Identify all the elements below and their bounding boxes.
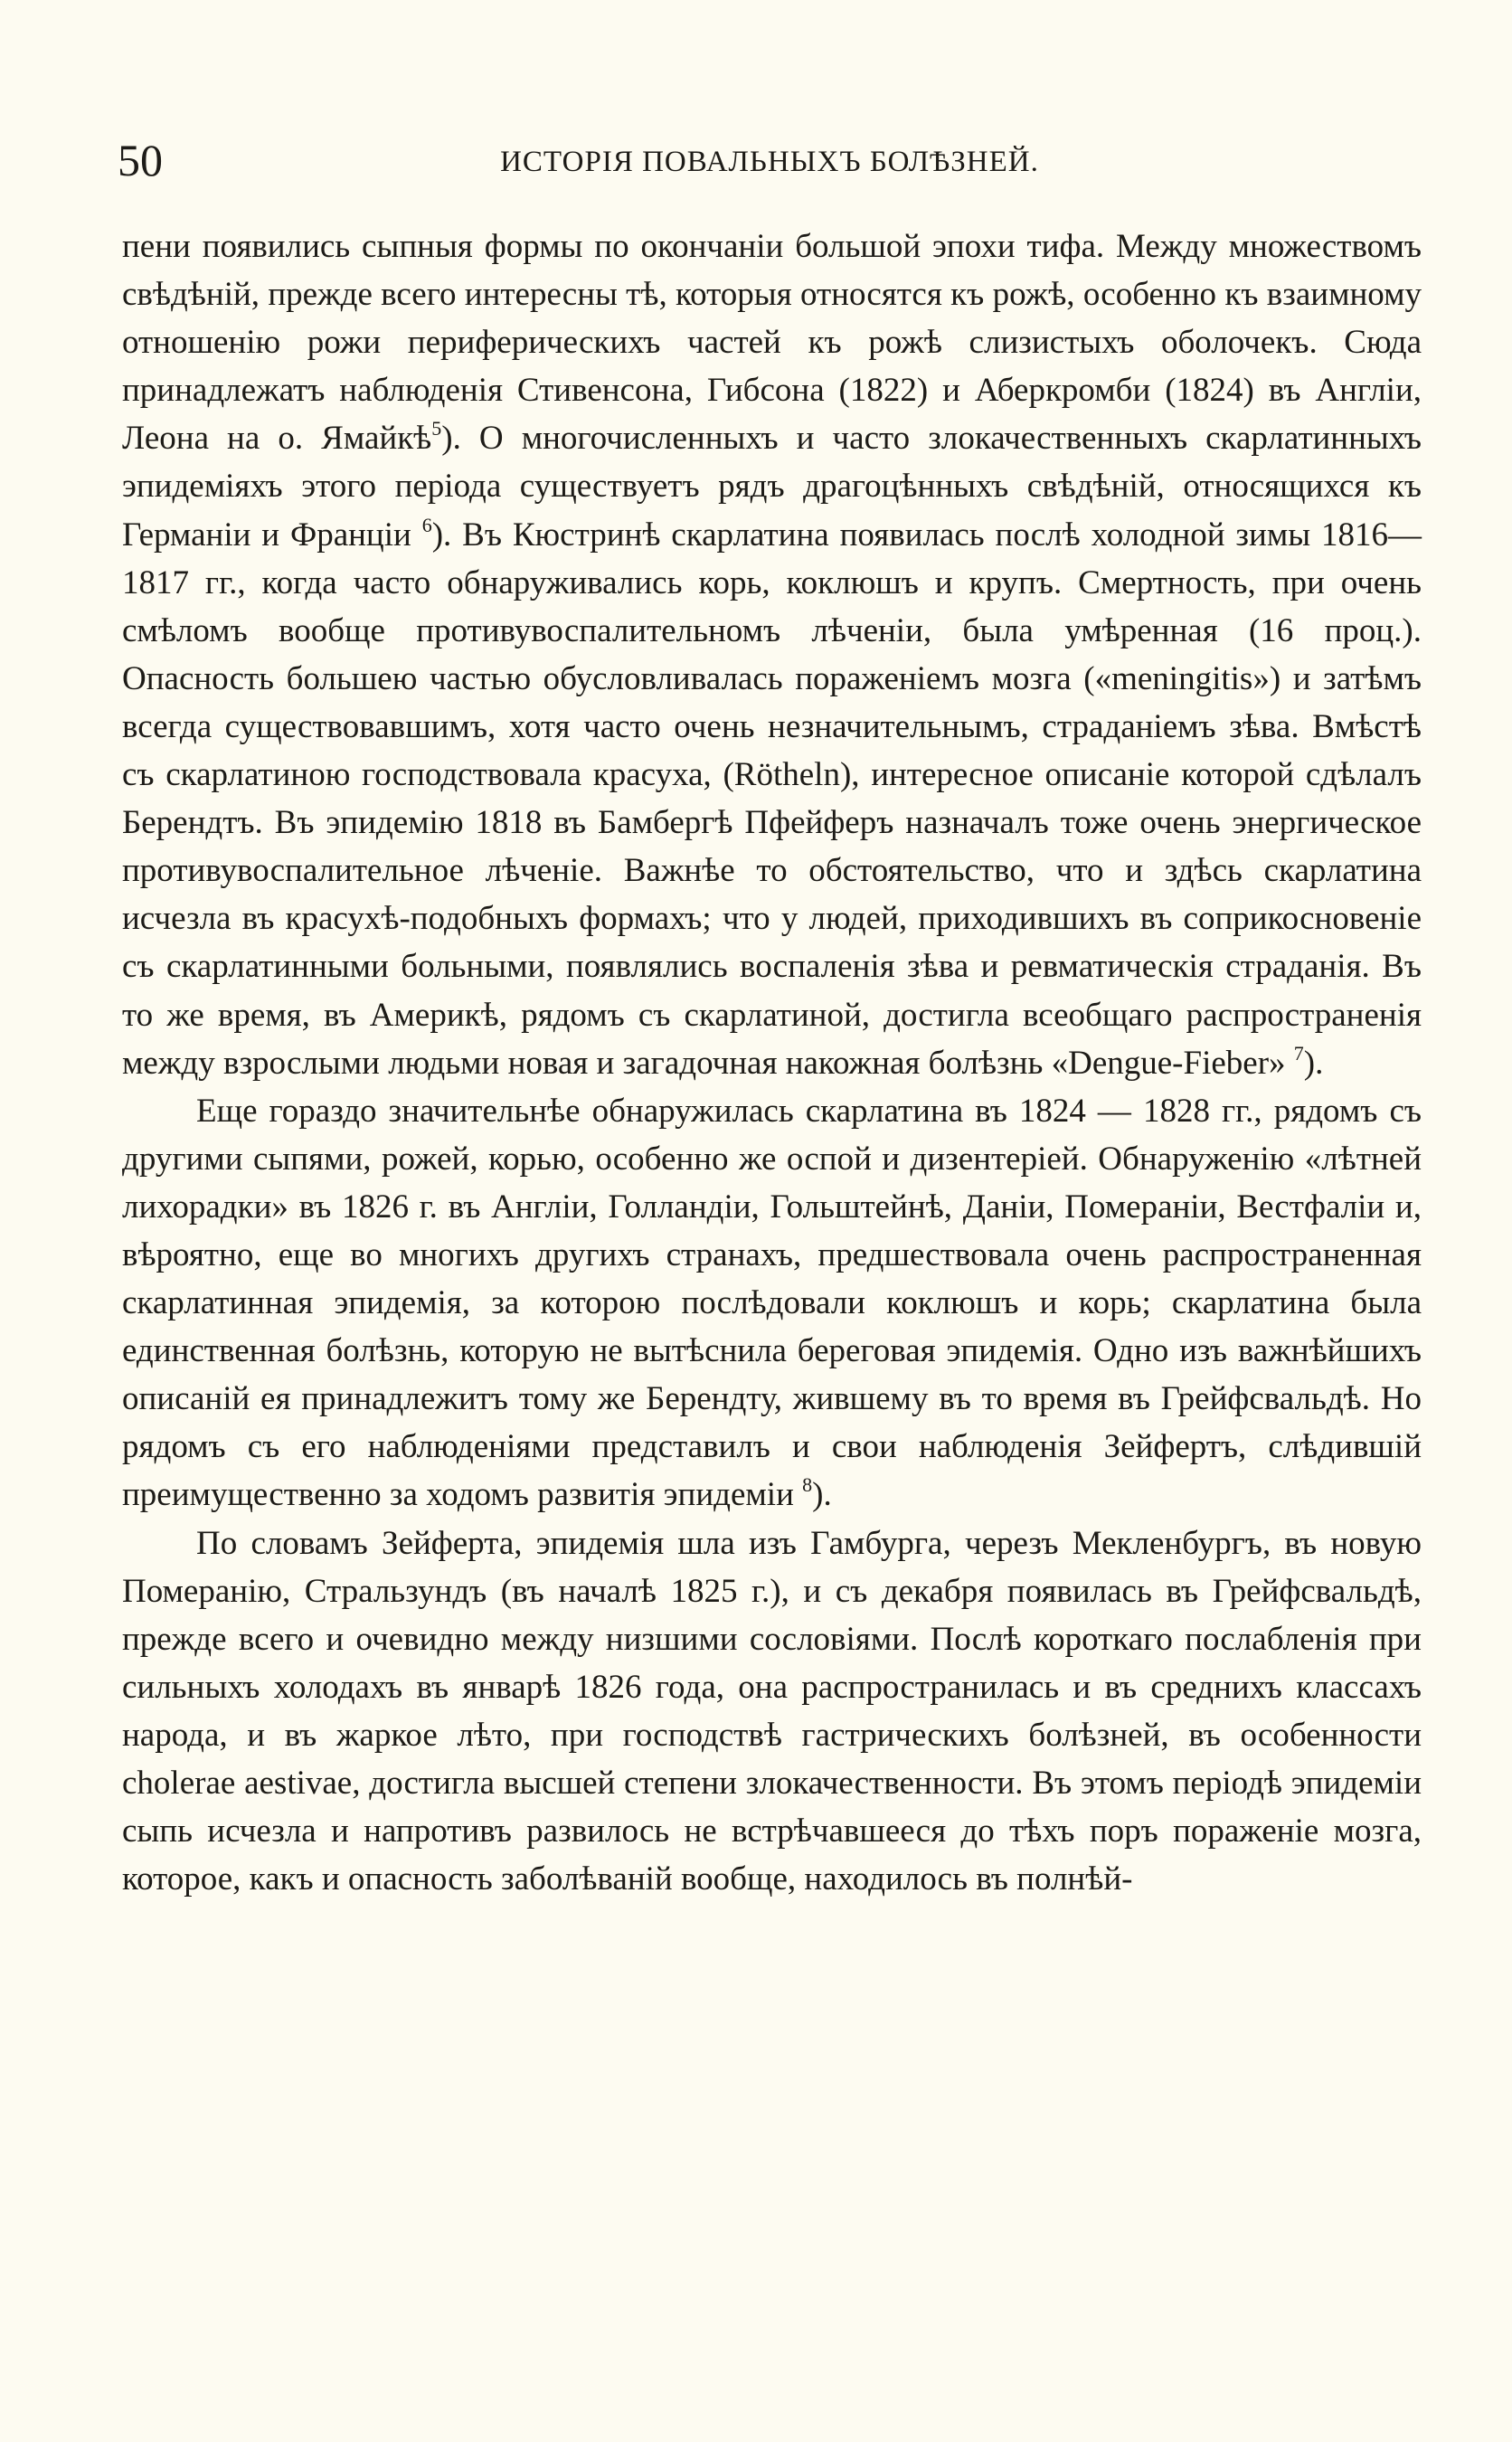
text-segment: По словамъ Зейферта, эпидемія шла изъ Гамбурга, черезъ Мекленбургъ, въ новую Померанію, Стральзундъ (въ началѣ 1825 г.), и съ декабря появилась въ Грейфсвальдѣ, прежде всего и очевидно между низшими сословіями. Послѣ короткаго послабленія при сильныхъ холодахъ въ январѣ 1826 года, она распространилась и въ среднихъ классахъ народа, и въ жаркое лѣто, при господствѣ гастрическихъ болѣзней, въ особенности cholerae aestivae, достигла высшей степени злокачественности. Въ этомъ періодѣ эпидеміи сыпь исчезла и напротивъ развилось не встрѣчавшееся до тѣхъ поръ пораженіе мозга, которое, какъ и опасность заболѣваній вообще, находилось въ полнѣй-	[122, 1524, 1422, 1898]
running-title: ИСТОРІЯ ПОВАЛЬНЫХЪ БОЛѢЗНЕЙ.	[500, 146, 1039, 178]
footnote-ref: 6	[421, 513, 432, 536]
footnote-ref: 5	[431, 417, 442, 440]
text-segment: ).	[812, 1476, 832, 1514]
footnote-ref: 8	[802, 1473, 813, 1497]
text-segment: ). Въ Кюстринѣ скарлатина появилась послѣ холодной зимы 1816—1817 гг., когда часто обнаруживались корь, коклюшъ и крупъ. Смертность, при очень смѣломъ вообще противувоспалительномъ лѣченіи, была умѣренная (16 проц.). Опасность большею частью обусловливалась пораженіемъ мозга («meningitis») и затѣмъ всегда существовавшимъ, хотя часто очень незначительнымъ, страданіемъ зѣва. Вмѣстѣ съ скарлатиною господствовала красуха, (Rötheln), интересное описаніе которой сдѣлалъ Берендтъ. Въ эпидемію 1818 въ Бамбергѣ Пфейферъ назначалъ тоже очень энергическое противувоспалительное лѣченіе. Важнѣе то обстоятельство, что и здѣсь скарлатина исчезла въ красухѣ-подобныхъ формахъ; что у людей, приходившихъ въ соприкосновеніе съ скарлатинными больными, появлялись воспаленія зѣва и ревматическія страданія. Въ то же время, въ Америкѣ, рядомъ съ скарлатиной, достигла всеобщаго распространенія между взрослыми людьми новая и загадочная накожная болѣзнь «Dengue-Fieber»	[122, 516, 1422, 1082]
page-header	[118, 128, 1422, 192]
text-segment: Еще гораздо значительнѣе обнаружилась скарлатина въ 1824 — 1828 гг., рядомъ съ другими сыпями, рожей, корью, особенно же оспой и дизентеріей. Обнаруженію «лѣтней лихорадки» въ 1826 г. въ Англіи, Голландіи, Гольштейнѣ, Даніи, Помераніи, Вестфаліи и, вѣроятно, еще во многихъ другихъ странахъ, предшествовала очень распространенная скарлатинная эпидемія, за которою послѣдовали коклюшъ и корь; скарлатина была единственная болѣзнь, которую не вытѣснила береговая эпидемія. Одно изъ важнѣйшихъ описаній ея принадлежитъ тому же Берендту, жившему въ то время въ Грейфсвальдѣ. Но рядомъ съ его наблюденіями представилъ и свои наблюденія Зейфертъ, слѣдившій преимущественно за ходомъ развитія эпидеміи	[122, 1092, 1422, 1514]
footnote-ref: 7	[1293, 1041, 1304, 1065]
body-text	[122, 222, 1422, 1903]
text-segment: ). О многочисленныхъ и часто злокачественныхъ скарлатинныхъ эпидеміяхъ этого періода существуетъ рядъ драгоцѣнныхъ свѣдѣній, относящихся къ Германіи и Франціи	[122, 420, 1422, 554]
page-number: 50	[118, 135, 163, 185]
paragraph	[122, 1519, 1422, 1904]
paragraph	[122, 222, 1422, 1087]
paragraph	[122, 1087, 1422, 1519]
text-segment: ).	[1303, 1044, 1324, 1082]
text-segment: пени появились сыпныя формы по окончаніи большой эпохи тифа. Между множествомъ свѣдѣній, прежде всего интересны тѣ, которыя относятся къ рожѣ, особенно къ взаимному отношенію рожи периферическихъ частей къ рожѣ слизистыхъ оболочекъ. Сюда принадлежатъ наблюденія Стивенсона, Гибсона (1822) и Аберкромби (1824) въ Англіи, Леона на о. Ямайкѣ	[122, 228, 1422, 458]
